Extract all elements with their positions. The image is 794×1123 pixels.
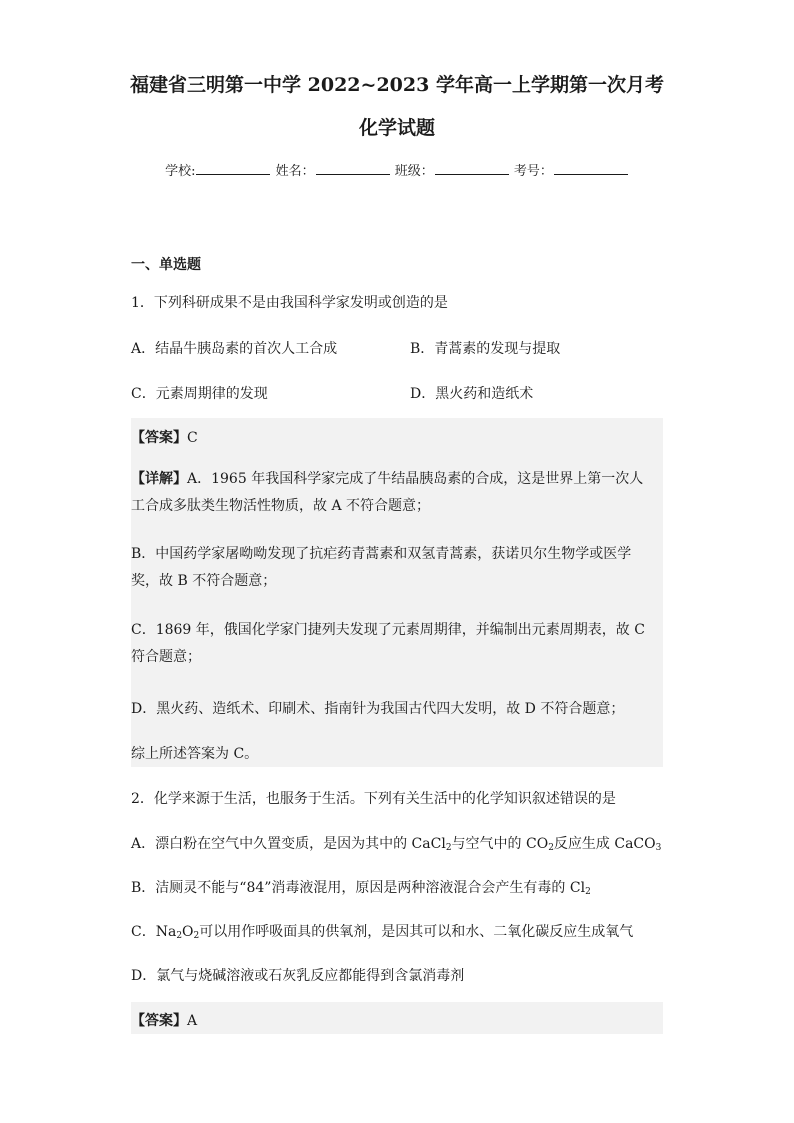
question-2-option-b: B．洁厕灵不能与“84”消毒液混用，原因是两种溶液混合会产生有毒的 $Cl_2$ [131, 880, 591, 897]
question-1-option-c: C．元素周期律的发现 [131, 386, 268, 402]
exam-number-blank [554, 162, 628, 175]
question-1-detail-d: D．黑火药、造纸术、印刷术、指南针为我国古代四大发明，故 D 不符合题意； [131, 701, 625, 717]
student-info-line [0, 160, 794, 179]
question-2-answer-panel [131, 1002, 663, 1034]
answer-value: A [187, 1013, 198, 1029]
question-2-stem: 2．化学来源于生活，也服务于生活。下列有关生活中的化学知识叙述错误的是 [131, 791, 616, 807]
exam-number-label: 考号： [513, 164, 553, 179]
answer-value: C [187, 430, 198, 446]
class-label: 班级： [394, 164, 434, 179]
name-blank [316, 162, 390, 175]
question-1-summary: 综上所述答案为 C。 [131, 746, 259, 762]
question-1-detail-c: C．1869 年，俄国化学家门捷列夫发现了元素周期律，并编制出元素周期表，故 C 符合题意； [131, 622, 645, 665]
question-2-option-c: C．$Na_2O_2$可以用作呼吸面具的供氧剂，是因其可以和水、二氧化碳反应生成氧气 [131, 924, 634, 941]
question-1-stem: 1．下列科研成果不是由我国科学家发明或创造的是 [131, 295, 448, 311]
detail-a-text: A．1965 年我国科学家完成了牛结晶胰岛素的合成，这是世界上第一次人工合成多肽类生物活性物质，故 A 不符合题意； [131, 471, 644, 514]
answer-label: 【答案】 [131, 1013, 187, 1029]
question-1-option-a: A．结晶牛胰岛素的首次人工合成 [131, 341, 338, 357]
question-2-option-a: A．漂白粉在空气中久置变质，是因为其中的 CaCl$_2$与空气中的 $CO_2$反应生成 CaCO$_3$ [131, 836, 662, 853]
question-1-answer [131, 427, 198, 447]
school-blank [196, 162, 270, 175]
document-title: 福建省三明第一中学 2022~2023 学年高一上学期第一次月考 [130, 74, 664, 96]
class-blank [435, 162, 509, 175]
name-label: 姓名： [275, 164, 315, 179]
detail-label: 【详解】 [131, 471, 187, 487]
section-heading: 一、单选题 [131, 257, 201, 273]
answer-label: 【答案】 [131, 430, 187, 446]
document-subtitle: 化学试题 [358, 117, 435, 139]
question-2-answer [131, 1010, 197, 1030]
question-1-detail-b: B．中国药学家屠呦呦发现了抗疟药青蒿素和双氢青蒿素，获诺贝尔生物学或医学奖，故 B 不符合题意； [131, 546, 632, 589]
question-1-option-d: D．黑火药和造纸术 [410, 386, 534, 402]
question-2-option-d: D．氯气与烧碱溶液或石灰乳反应都能得到含氯消毒剂 [131, 968, 465, 984]
question-1-detail-a [131, 466, 657, 520]
school-label: 学校: [165, 164, 196, 179]
question-1-option-b: B．青蒿素的发现与提取 [410, 341, 561, 357]
